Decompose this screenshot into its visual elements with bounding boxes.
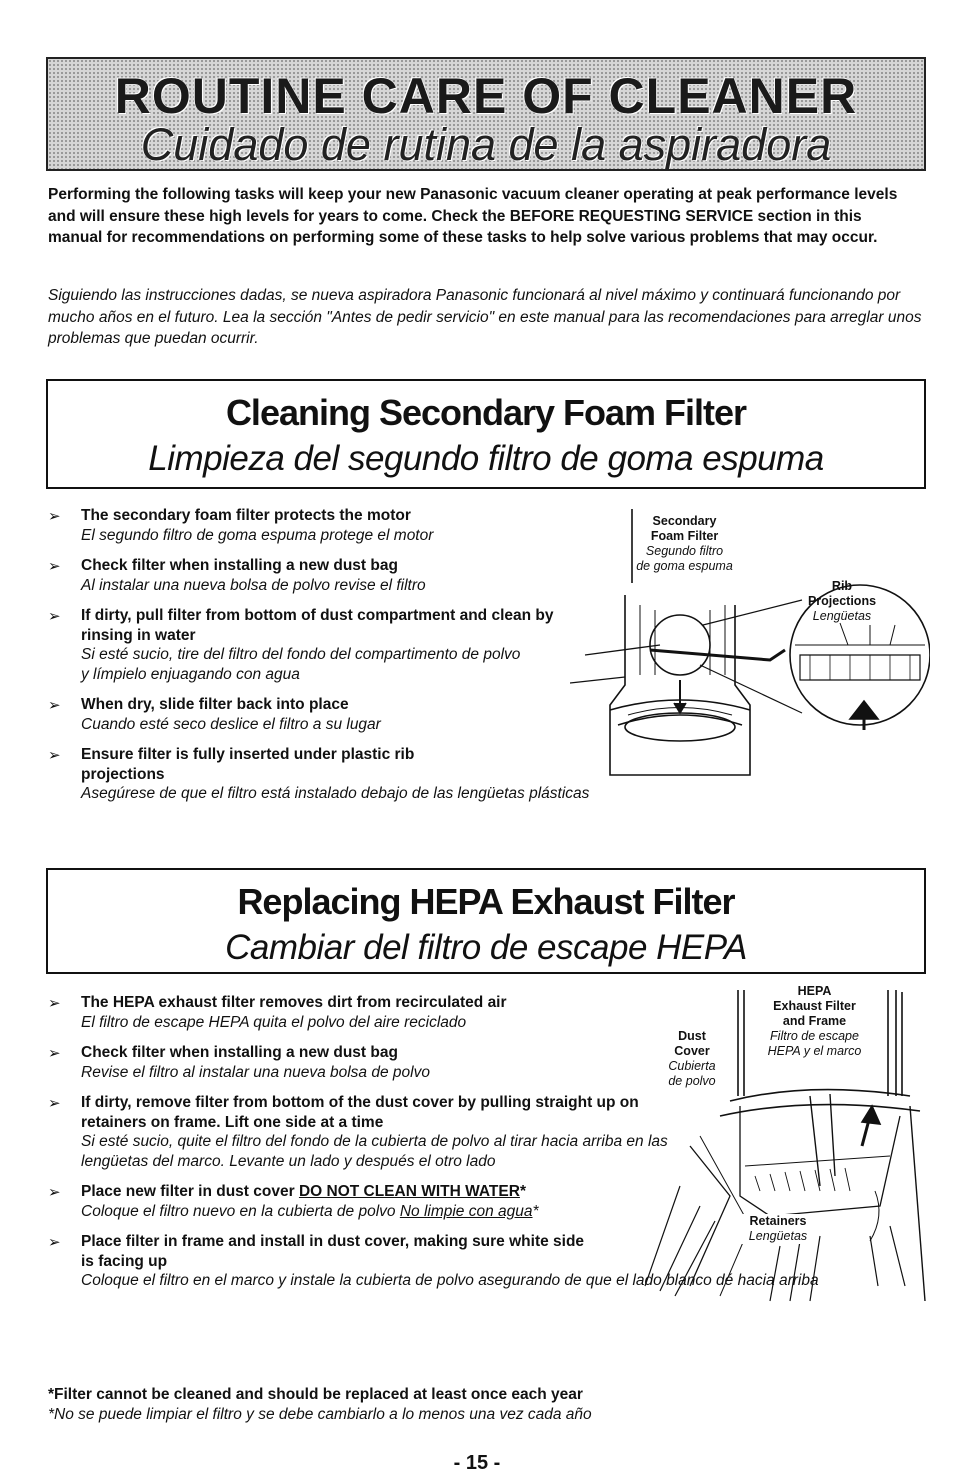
list-item: ➢ When dry, slide filter back into place Cuando esté seco deslice el filtro a su lugar (48, 696, 381, 733)
hepa-section-header (46, 868, 926, 974)
foam-section-title: Cleaning Secondary Foam Filter (225, 392, 747, 433)
page-subtitle: Cuidado de rutina de la aspiradora (140, 119, 832, 170)
foam-section-header (46, 379, 926, 489)
list-item: ➢ Check filter when installing a new dust bag Revise el filtro al instalar una nueva bolsa de polvo (48, 1044, 430, 1081)
list-item: ➢ Place new filter in dust cover DO NOT CLEAN WITH WATER* Coloque el filtro nuevo en la cubierta de polvo No limpie con agua* (48, 1183, 539, 1220)
arrow-bullet-icon: ➢ (48, 608, 61, 625)
arrow-bullet-icon: ➢ (48, 1095, 61, 1112)
arrow-bullet-icon: ➢ (48, 1045, 61, 1062)
hepa-filter-frame-label: HEPA Exhaust Filter and Frame Filtro de escape HEPA y el marco (767, 984, 862, 1058)
intro-spanish: Siguiendo las instrucciones dadas, se nueva aspiradora Panasonic funcionará al nivel máximo y continuará funcionando por mucho años en el futuro. Lea la sección "Antes de pedir servicio" en este manual para las recomendaciones para arreglar unos problemas que puedan ocurrir. (48, 287, 922, 347)
foam-filter-illustration (570, 505, 930, 795)
list-item: ➢ The HEPA exhaust filter removes dirt from recirculated air El filtro de escape HEPA quita el polvo del aire reciclado (48, 994, 507, 1031)
hepa-section-title: Replacing HEPA Exhaust Filter (237, 881, 735, 922)
arrow-bullet-icon: ➢ (48, 1184, 61, 1201)
list-item: ➢ Check filter when installing a new dust bag Al instalar una nueva bolsa de polvo revise el filtro (48, 557, 426, 594)
rib-projections-label: Rib Projections Lengüetas (807, 579, 877, 623)
arrow-bullet-icon: ➢ (48, 558, 61, 575)
vacuum-foam-drawing (570, 505, 930, 795)
hepa-section-subtitle: Cambiar del filtro de escape HEPA (225, 928, 747, 967)
foam-bullet-list (48, 506, 608, 815)
arrow-bullet-icon: ➢ (48, 747, 61, 764)
secondary-foam-filter-label: Secondary Foam Filter Segundo filtro de goma espuma (636, 514, 733, 573)
intro-english: Performing the following tasks will keep your new Panasonic vacuum cleaner operating at peak performance levels and will ensure these high levels for years to come. Check the BEFORE REQUESTING SERVICE section in this manual for recommendations on performing some of these tasks to help solve various problems that may occur. (48, 186, 898, 246)
list-item: ➢ If dirty, remove filter from bottom of the dust cover by pulling straight up on retainers on frame. Lift one side at a time Si esté sucio, quite el filtro del fondo de la cubierta de polvo al tirar hacia arriba en las lengüetas del marco. Levante un lado y después el otro lado (48, 1094, 668, 1170)
list-item: ➢ The secondary foam filter protects the motor El segundo filtro de goma espuma protege el motor (48, 507, 434, 544)
arrow-bullet-icon: ➢ (48, 995, 61, 1012)
footnote-english: *Filter cannot be cleaned and should be replaced at least once each year (48, 1386, 583, 1403)
list-item: ➢ Place filter in frame and install in dust cover, making sure white side is facing up Coloque el filtro en el marco y instale la cubierta de polvo asegurando de que el lado blanco dé hacia arriba (48, 1233, 819, 1289)
arrow-bullet-icon: ➢ (48, 697, 61, 714)
footnote-spanish: *No se puede limpiar el filtro y se debe cambiarlo a lo menos una vez cada año (48, 1406, 592, 1423)
arrow-bullet-icon: ➢ (48, 1234, 61, 1251)
title-banner (46, 57, 926, 171)
list-item: ➢ Ensure filter is fully inserted under plastic rib projections Asegúrese de que el filtro está instalado debajo de las lengüetas plásticas (48, 746, 590, 802)
hepa-filter-illustration (630, 986, 930, 1306)
list-item: ➢ If dirty, pull filter from bottom of dust compartment and clean by rinsing in water Si esté sucio, tire del filtro del fondo del compartimento de polvo y límpielo enjuagando con agua (48, 607, 554, 683)
page-number: - 15 - (453, 1452, 501, 1474)
retainers-label: Retainers Lengüetas (738, 1214, 818, 1244)
foam-section-subtitle: Limpieza del segundo filtro de goma espuma (148, 439, 824, 478)
arrow-bullet-icon: ➢ (48, 508, 61, 525)
dust-cover-label: Dust Cover Cubierta de polvo (668, 1029, 716, 1088)
page-title: ROUTINE CARE OF CLEANER (114, 68, 858, 124)
